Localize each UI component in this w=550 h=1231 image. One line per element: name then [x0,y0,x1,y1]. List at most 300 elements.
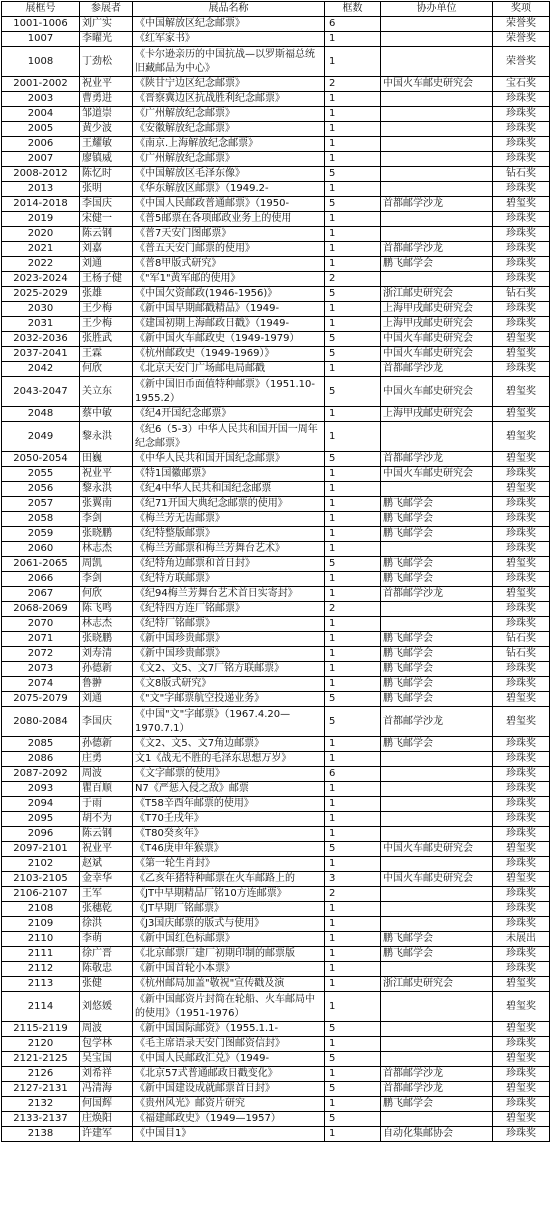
cell-frame-number: 2060 [2,542,80,557]
cell-frame-count: 1 [325,482,381,497]
cell-exhibitor: 瞿百顺 [80,782,133,797]
cell-award: 珍珠奖 [493,962,550,977]
cell-frame-number: 2106-2107 [2,887,80,902]
cell-frame-count: 1 [325,182,381,197]
cell-award: 珍珠奖 [493,1127,550,1142]
table-row [2,557,550,572]
cell-frame-number: 2097-2101 [2,842,80,857]
cell-frame-count: 1 [325,677,381,692]
cell-co-organizer: 首都邮学沙龙 [381,707,493,737]
cell-frame-count: 1 [325,32,381,47]
cell-frame-count: 1 [325,647,381,662]
cell-exhibit-title: 《杭州邮政史（1949-1969）》 [133,347,325,362]
table-row [2,902,550,917]
cell-exhibitor: 刘通 [80,692,133,707]
cell-award: 珍珠奖 [493,857,550,872]
table-row [2,872,550,887]
cell-co-organizer: 浙江邮史研究会 [381,977,493,992]
cell-frame-number: 2043-2047 [2,377,80,407]
cell-exhibitor: 王霖 [80,347,133,362]
cell-frame-count: 1 [325,542,381,557]
cell-frame-count: 1 [325,857,381,872]
cell-frame-count: 1 [325,362,381,377]
table-row [2,167,550,182]
cell-co-organizer: 鹏飞邮学会 [381,647,493,662]
cell-exhibit-title: N7《严惩入侵之敌》邮票 [133,782,325,797]
cell-exhibit-title: 《中国解放区毛泽东像》 [133,167,325,182]
cell-co-organizer [381,47,493,77]
cell-award: 碧玺奖 [493,197,550,212]
cell-frame-number: 1007 [2,32,80,47]
table-row [2,362,550,377]
cell-co-organizer [381,227,493,242]
cell-co-organizer [381,32,493,47]
cell-award: 碧玺奖 [493,377,550,407]
cell-frame-number: 2019 [2,212,80,227]
cell-frame-count: 5 [325,287,381,302]
cell-award: 珍珠奖 [493,122,550,137]
cell-frame-number: 2057 [2,497,80,512]
cell-frame-number: 2112 [2,962,80,977]
cell-exhibit-title: 《新中国珍贵邮票》 [133,647,325,662]
cell-exhibitor: 李曜光 [80,32,133,47]
table-row [2,77,550,92]
cell-exhibit-title: 《乙亥年猪特种邮票在火车邮路上的 [133,872,325,887]
cell-award: 珍珠奖 [493,257,550,272]
cell-frame-count: 1 [325,1037,381,1052]
cell-exhibit-title: 《广州解放纪念邮票》 [133,152,325,167]
cell-award: 珍珠奖 [493,1037,550,1052]
cell-award: 珍珠奖 [493,467,550,482]
cell-frame-count: 1 [325,512,381,527]
cell-frame-number: 2093 [2,782,80,797]
cell-award: 钻石奖 [493,167,550,182]
cell-co-organizer: 首都邮学沙龙 [381,452,493,467]
cell-frame-count: 1 [325,797,381,812]
cell-frame-count: 5 [325,347,381,362]
cell-frame-count: 6 [325,17,381,32]
cell-frame-number: 1008 [2,47,80,77]
cell-co-organizer: 中国火车邮史研究会 [381,872,493,887]
cell-exhibit-title: 《中国人民邮政普通邮票》（1950- [133,197,325,212]
cell-frame-count: 2 [325,272,381,287]
table-row [2,317,550,332]
cell-co-organizer [381,17,493,32]
cell-frame-number: 2074 [2,677,80,692]
cell-award: 珍珠奖 [493,887,550,902]
cell-frame-count: 1 [325,947,381,962]
cell-exhibit-title: 《文字邮票的使用》 [133,767,325,782]
cell-frame-count: 1 [325,47,381,77]
table-row [2,662,550,677]
cell-co-organizer: 首都邮学沙龙 [381,242,493,257]
cell-frame-count: 1 [325,932,381,947]
cell-exhibit-title: 《北京57式普通邮政日戳变化》 [133,1067,325,1082]
cell-co-organizer [381,812,493,827]
cell-exhibit-title: 《新中国邮资片封简在轮船、火车邮局中的使用》（1951-1976） [133,992,325,1022]
cell-frame-number: 2048 [2,407,80,422]
table-row [2,257,550,272]
cell-frame-count: 1 [325,1067,381,1082]
table-row [2,512,550,527]
table-row [2,917,550,932]
cell-frame-count: 1 [325,917,381,932]
cell-frame-number: 2071 [2,632,80,647]
table-row [2,422,550,452]
cell-exhibitor: 张晓鹏 [80,632,133,647]
cell-exhibitor: 张晓鹏 [80,527,133,542]
cell-exhibitor: 陈云钢 [80,227,133,242]
cell-frame-count: 5 [325,197,381,212]
cell-exhibit-title: 《中国目1》 [133,1127,325,1142]
cell-exhibit-title: 《北京天安门广场邮电局邮戳 [133,362,325,377]
cell-award: 碧玺奖 [493,422,550,452]
cell-award: 珍珠奖 [493,602,550,617]
cell-co-organizer: 鹏飞邮学会 [381,947,493,962]
table-row [2,32,550,47]
cell-exhibitor: 于雨 [80,797,133,812]
cell-award: 钻石奖 [493,287,550,302]
cell-exhibit-title: 《纪特四方连厂铭邮票》 [133,602,325,617]
cell-exhibitor: 祝业平 [80,467,133,482]
header-frame-count: 框数 [325,2,381,17]
cell-award: 珍珠奖 [493,512,550,527]
cell-frame-count: 1 [325,407,381,422]
cell-frame-number: 2058 [2,512,80,527]
cell-exhibit-title: 《梅兰芳邮票和梅兰芳舞台艺术》 [133,542,325,557]
cell-exhibit-title: 《文2、文5、文7厂铭方联邮票》 [133,662,325,677]
cell-frame-count: 1 [325,632,381,647]
cell-exhibitor: 周波 [80,1022,133,1037]
cell-co-organizer [381,482,493,497]
cell-co-organizer [381,767,493,782]
cell-award: 碧玺奖 [493,407,550,422]
table-header-row [2,2,550,17]
cell-frame-count: 1 [325,572,381,587]
cell-frame-count: 1 [325,497,381,512]
cell-exhibit-title: 《"军1"黄军邮的使用》 [133,272,325,287]
cell-co-organizer: 首都邮学沙龙 [381,197,493,212]
table-row [2,737,550,752]
cell-exhibitor: 庄焕阳 [80,1112,133,1127]
cell-exhibitor: 陈飞鸣 [80,602,133,617]
cell-exhibit-title: 《中国欠资邮政(1946-1956)》 [133,287,325,302]
cell-co-organizer [381,212,493,227]
cell-award: 荣誉奖 [493,32,550,47]
table-row [2,197,550,212]
cell-co-organizer [381,272,493,287]
cell-co-organizer: 中国火车邮史研究会 [381,842,493,857]
cell-frame-number: 2070 [2,617,80,632]
cell-exhibitor: 蔡中敏 [80,407,133,422]
cell-exhibitor: 王杨子健 [80,272,133,287]
cell-award: 碧玺奖 [493,482,550,497]
table-row [2,1067,550,1082]
cell-award: 珍珠奖 [493,302,550,317]
cell-frame-count: 5 [325,1052,381,1067]
cell-award: 钻石奖 [493,647,550,662]
cell-exhibitor: 王少梅 [80,317,133,332]
cell-frame-count: 1 [325,737,381,752]
table-row [2,407,550,422]
cell-award: 碧玺奖 [493,347,550,362]
table-row [2,767,550,782]
table-row [2,482,550,497]
cell-exhibitor: 邹道崇 [80,107,133,122]
cell-exhibitor: 廖镇威 [80,152,133,167]
table-row [2,212,550,227]
cell-frame-number: 2114 [2,992,80,1022]
cell-frame-number: 2075-2079 [2,692,80,707]
cell-award: 碧玺奖 [493,1022,550,1037]
cell-frame-count: 1 [325,992,381,1022]
table-row [2,947,550,962]
cell-exhibitor: 李国庆 [80,197,133,212]
cell-award: 珍珠奖 [493,827,550,842]
cell-exhibitor: 王少梅 [80,302,133,317]
cell-exhibit-title: 《普五天安门邮票的使用》 [133,242,325,257]
cell-frame-number: 2073 [2,662,80,677]
cell-frame-number: 2004 [2,107,80,122]
cell-exhibit-title: 《南京.上海解放纪念邮票》 [133,137,325,152]
cell-frame-count: 1 [325,782,381,797]
table-row [2,452,550,467]
cell-exhibit-title: 《第一轮生肖封》 [133,857,325,872]
cell-frame-number: 2056 [2,482,80,497]
table-row [2,332,550,347]
cell-co-organizer: 中国火车邮史研究会 [381,77,493,92]
cell-exhibitor: 曹勇进 [80,92,133,107]
cell-exhibit-title: 《新中国红色标邮票》 [133,932,325,947]
cell-award: 珍珠奖 [493,317,550,332]
cell-frame-count: 5 [325,452,381,467]
cell-exhibitor: 包学林 [80,1037,133,1052]
cell-award: 珍珠奖 [493,227,550,242]
cell-exhibit-title: 《T46庚申年猴票》 [133,842,325,857]
cell-exhibitor: 徐广晋 [80,947,133,962]
cell-award: 珍珠奖 [493,107,550,122]
cell-exhibitor: 林志杰 [80,542,133,557]
table-row [2,707,550,737]
cell-frame-number: 2095 [2,812,80,827]
cell-frame-number: 2059 [2,527,80,542]
cell-frame-count: 1 [325,122,381,137]
cell-exhibit-title: 《纪特方联邮票》 [133,572,325,587]
cell-frame-count: 5 [325,692,381,707]
cell-frame-number: 2023-2024 [2,272,80,287]
cell-frame-count: 1 [325,227,381,242]
cell-frame-number: 1001-1006 [2,17,80,32]
cell-co-organizer: 鹏飞邮学会 [381,572,493,587]
cell-frame-count: 1 [325,137,381,152]
cell-award: 碧玺奖 [493,587,550,602]
header-exhibit-title: 展品名称 [133,2,325,17]
cell-frame-number: 2037-2041 [2,347,80,362]
cell-frame-number: 2115-2119 [2,1022,80,1037]
cell-co-organizer [381,887,493,902]
cell-exhibit-title: 《安徽解放纪念邮票》 [133,122,325,137]
cell-exhibitor: 何欣 [80,587,133,602]
cell-exhibit-title: 《晋察冀边区抗战胜利纪念邮票》 [133,92,325,107]
table-row [2,617,550,632]
cell-co-organizer [381,752,493,767]
table-row [2,107,550,122]
cell-exhibitor: 刘寿清 [80,647,133,662]
cell-frame-number: 2013 [2,182,80,197]
cell-frame-count: 1 [325,212,381,227]
table-row [2,677,550,692]
cell-exhibitor: 冯清海 [80,1082,133,1097]
cell-frame-number: 2138 [2,1127,80,1142]
award-table-sheet [1,1,549,1142]
cell-co-organizer [381,422,493,452]
cell-exhibit-title: 《北京邮票厂建厂初期印制的邮票版 [133,947,325,962]
table-row [2,1127,550,1142]
cell-exhibit-title: 文1《战无不胜的毛泽东思想万岁》 [133,752,325,767]
cell-co-organizer: 首都邮学沙龙 [381,362,493,377]
cell-exhibitor: 黎永洪 [80,422,133,452]
cell-exhibit-title: 《纪71开国大典纪念邮票的使用》 [133,497,325,512]
cell-exhibit-title: 《新中国珍贵邮票》 [133,632,325,647]
cell-award: 珍珠奖 [493,182,550,197]
cell-exhibit-title: 《中国人民邮政汇兑》（1949- [133,1052,325,1067]
cell-exhibit-title: 《杭州邮局加盖"敬祝"宣传戳及演 [133,977,325,992]
cell-co-organizer: 鹏飞邮学会 [381,662,493,677]
cell-frame-number: 2005 [2,122,80,137]
cell-exhibitor: 王军 [80,887,133,902]
cell-frame-count: 1 [325,302,381,317]
cell-frame-count: 5 [325,377,381,407]
cell-co-organizer: 上海甲戌邮史研究会 [381,317,493,332]
cell-exhibit-title: 《广州解放纪念邮票》 [133,107,325,122]
cell-co-organizer [381,962,493,977]
cell-award: 珍珠奖 [493,902,550,917]
cell-exhibit-title: 《新中国旧币面值特种邮票》（1951.10-1955.2） [133,377,325,407]
cell-frame-count: 2 [325,77,381,92]
cell-frame-count: 2 [325,887,381,902]
cell-exhibitor: 周凯 [80,557,133,572]
cell-exhibit-title: 《T58辛酉年邮票的使用》 [133,797,325,812]
cell-exhibitor: 孙德新 [80,737,133,752]
cell-exhibitor: 田巍 [80,452,133,467]
cell-frame-count: 1 [325,107,381,122]
cell-exhibitor: 李萌 [80,932,133,947]
table-row [2,887,550,902]
table-row [2,227,550,242]
table-row [2,152,550,167]
cell-frame-number: 2120 [2,1037,80,1052]
cell-award: 珍珠奖 [493,527,550,542]
cell-frame-number: 2087-2092 [2,767,80,782]
cell-frame-count: 5 [325,1022,381,1037]
table-row [2,977,550,992]
cell-frame-number: 2003 [2,92,80,107]
cell-exhibitor: 许建军 [80,1127,133,1142]
table-row [2,782,550,797]
cell-co-organizer: 鹏飞邮学会 [381,932,493,947]
cell-award: 珍珠奖 [493,767,550,782]
cell-frame-number: 2109 [2,917,80,932]
cell-exhibitor: 庄勇 [80,752,133,767]
cell-exhibit-title: 《纪特整版邮票》 [133,527,325,542]
cell-exhibit-title: 《纪94梅兰芳舞台艺术首日实寄封》 [133,587,325,602]
cell-exhibitor: 陈忆时 [80,167,133,182]
cell-exhibitor: 张胜武 [80,332,133,347]
cell-co-organizer: 首都邮学沙龙 [381,1067,493,1082]
cell-co-organizer: 首都邮学沙龙 [381,587,493,602]
table-row [2,272,550,287]
cell-co-organizer [381,827,493,842]
cell-award: 珍珠奖 [493,752,550,767]
cell-exhibitor: 陈敬忠 [80,962,133,977]
cell-co-organizer: 中国火车邮史研究会 [381,332,493,347]
table-row [2,542,550,557]
cell-award: 荣誉奖 [493,17,550,32]
cell-frame-number: 2050-2054 [2,452,80,467]
cell-award: 碧玺奖 [493,1082,550,1097]
cell-exhibit-title: 《纪6（5-3）中华人民共和国开国一周年纪念邮票》 [133,422,325,452]
cell-frame-count: 5 [325,1112,381,1127]
cell-frame-count: 1 [325,827,381,842]
cell-exhibit-title: 《T70壬戌年》 [133,812,325,827]
cell-award: 珍珠奖 [493,737,550,752]
cell-co-organizer [381,182,493,197]
table-row [2,302,550,317]
cell-co-organizer: 自动化集邮协会 [381,1127,493,1142]
cell-co-organizer: 鹏飞邮学会 [381,512,493,527]
table-row [2,797,550,812]
cell-frame-number: 2085 [2,737,80,752]
cell-exhibitor: 何国辉 [80,1097,133,1112]
cell-co-organizer: 中国火车邮史研究会 [381,377,493,407]
cell-award: 碧玺奖 [493,692,550,707]
cell-frame-number: 2080-2084 [2,707,80,737]
table-row [2,1097,550,1112]
cell-co-organizer: 浙江邮史研究会 [381,287,493,302]
cell-exhibitor: 陈云钢 [80,827,133,842]
cell-exhibitor: 宋健一 [80,212,133,227]
table-row [2,842,550,857]
cell-frame-number: 2032-2036 [2,332,80,347]
cell-co-organizer: 鹏飞邮学会 [381,677,493,692]
cell-co-organizer: 鹏飞邮学会 [381,257,493,272]
cell-frame-count: 1 [325,587,381,602]
cell-award: 碧玺奖 [493,332,550,347]
cell-exhibitor: 祝业平 [80,842,133,857]
cell-frame-number: 2072 [2,647,80,662]
cell-co-organizer [381,1112,493,1127]
cell-exhibit-title: 《中国"文"字邮票》（1967.4.20—1970.7.1） [133,707,325,737]
cell-exhibitor: 刘嘉 [80,242,133,257]
cell-co-organizer: 中国火车邮史研究会 [381,467,493,482]
cell-exhibitor: 张穗乾 [80,902,133,917]
cell-co-organizer [381,92,493,107]
cell-frame-number: 2014-2018 [2,197,80,212]
cell-exhibitor: 林志杰 [80,617,133,632]
table-body [2,17,550,1142]
cell-co-organizer [381,1022,493,1037]
cell-frame-number: 2030 [2,302,80,317]
cell-award: 珍珠奖 [493,812,550,827]
table-row [2,122,550,137]
cell-exhibit-title: 《纪4开国纪念邮票》 [133,407,325,422]
cell-co-organizer: 中国火车邮史研究会 [381,347,493,362]
cell-award: 碧玺奖 [493,992,550,1022]
table-row [2,572,550,587]
cell-frame-count: 1 [325,467,381,482]
cell-award: 珍珠奖 [493,362,550,377]
cell-award: 珍珠奖 [493,1067,550,1082]
